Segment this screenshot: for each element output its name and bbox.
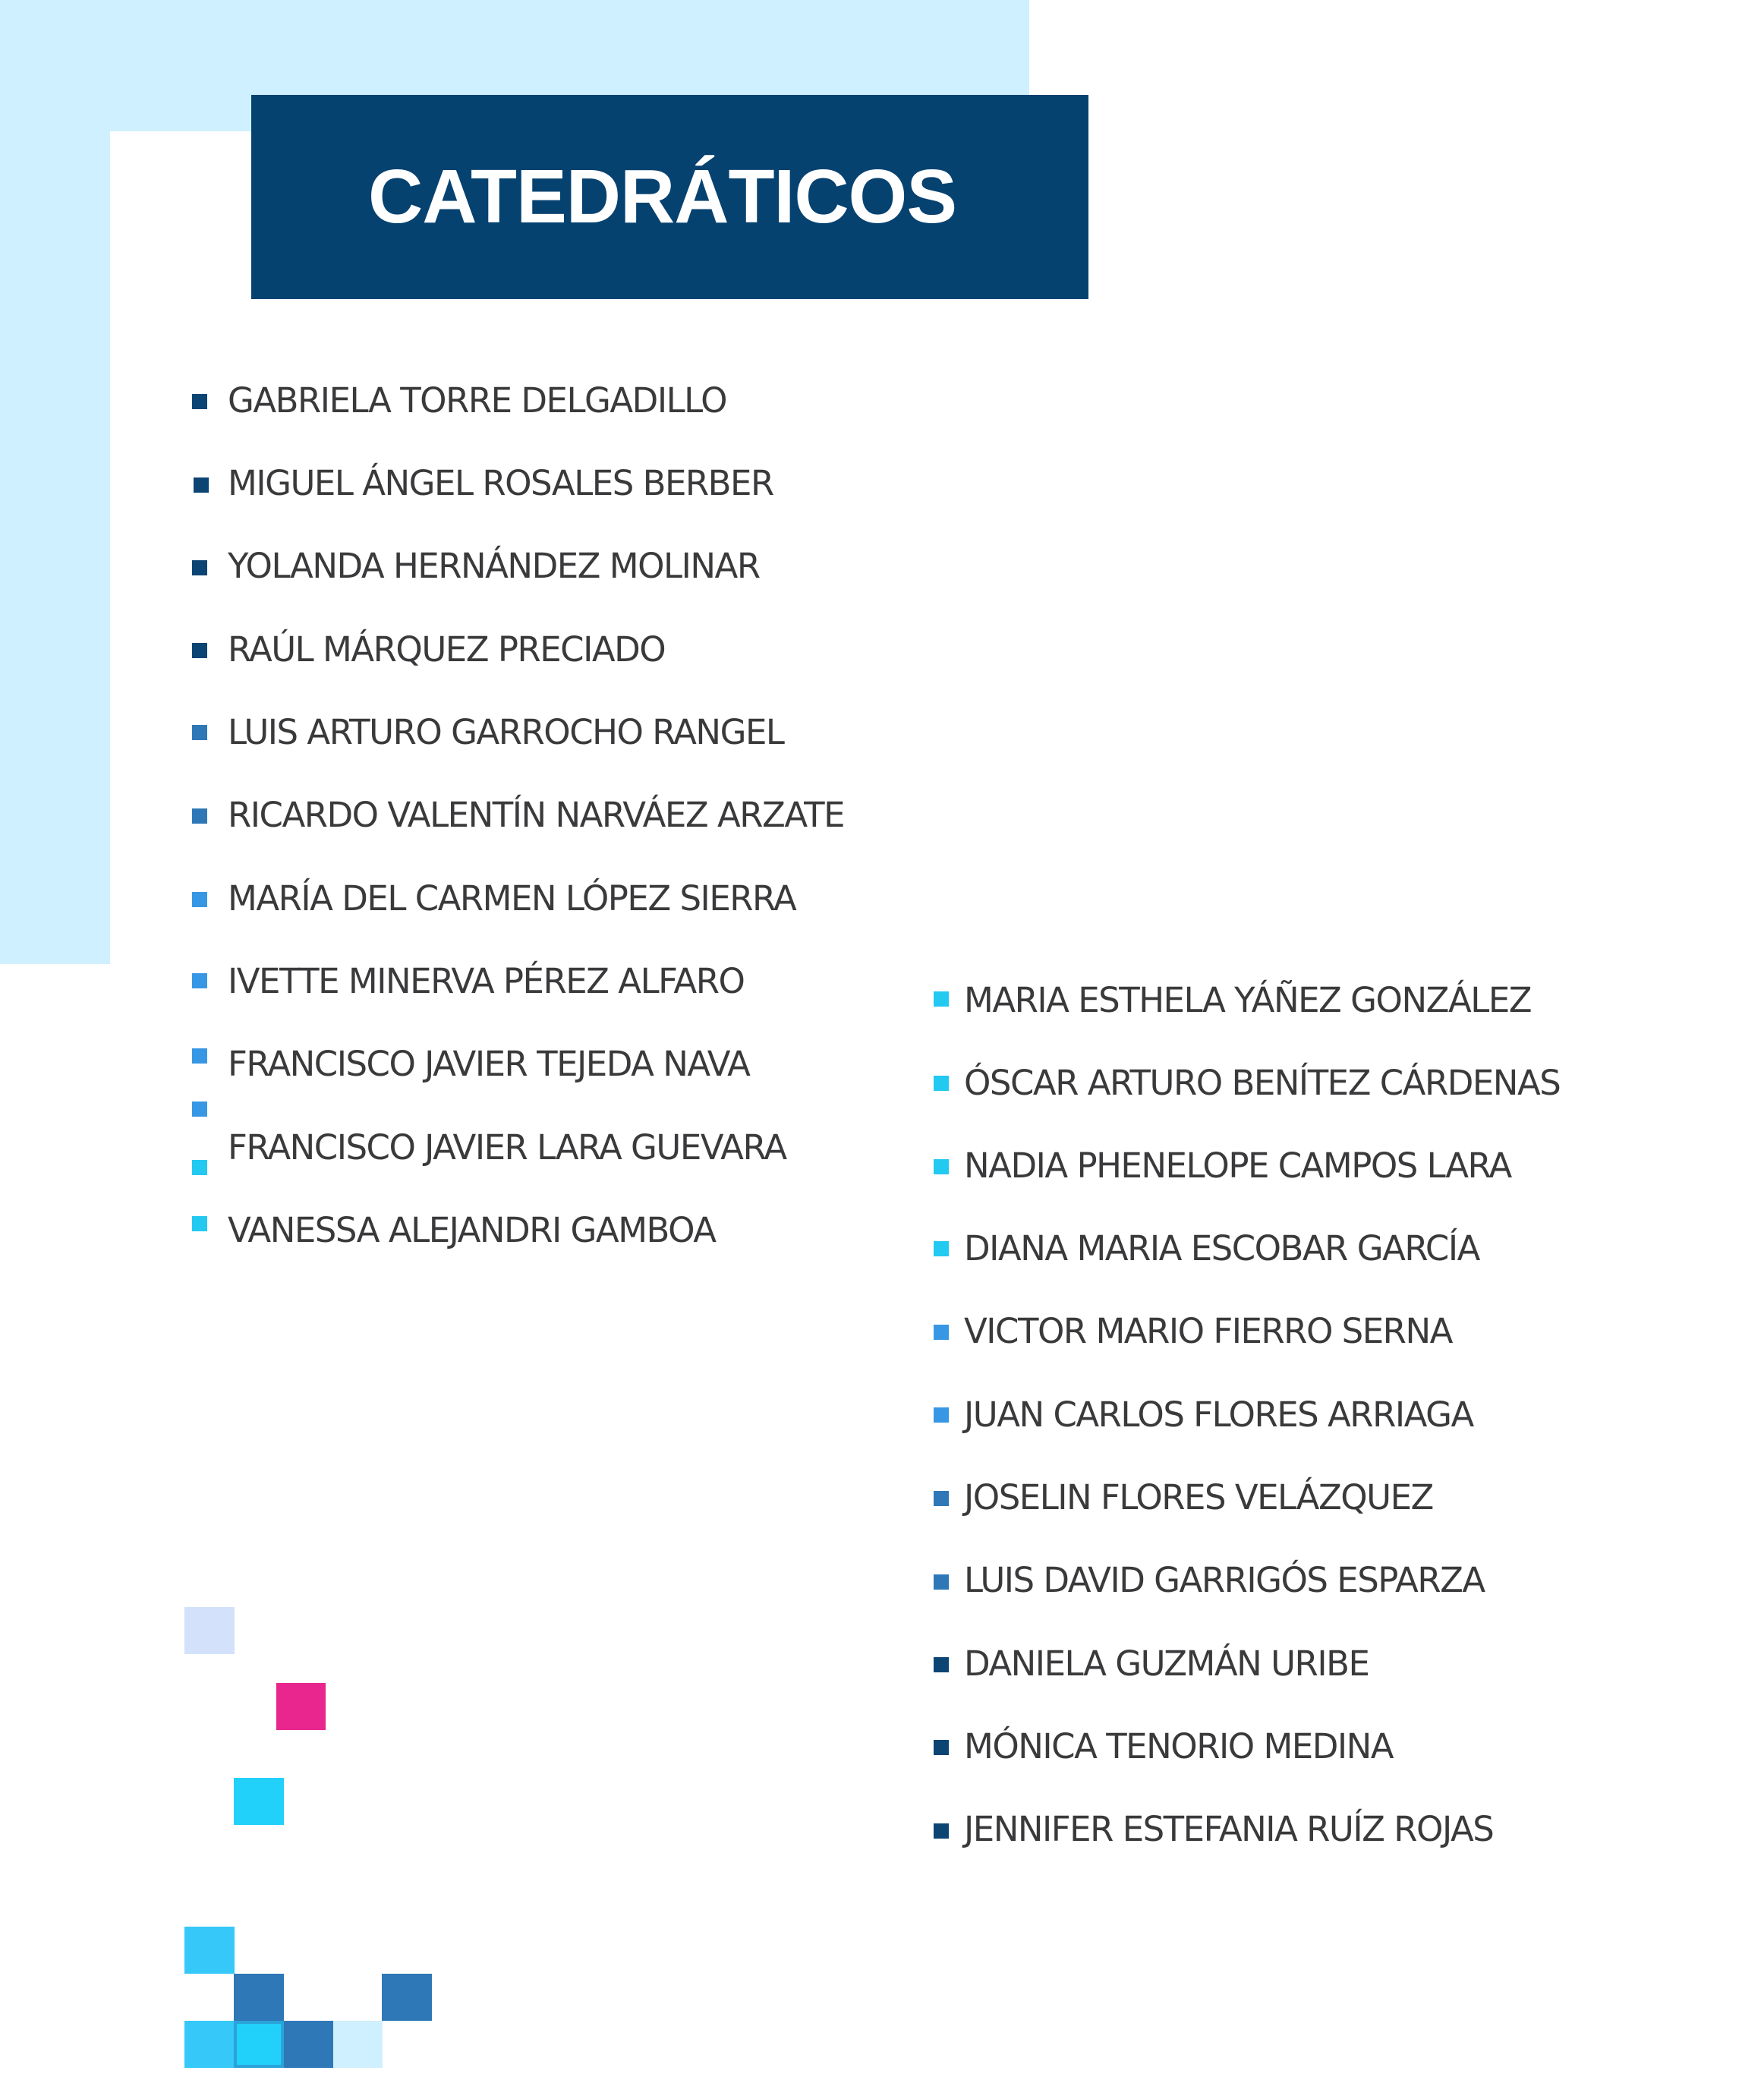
teacher-name: JENNIFER ESTEFANIA RUÍZ ROJAS <box>964 1809 1494 1849</box>
bullet-square-icon <box>192 1216 207 1231</box>
decorative-square <box>234 2021 284 2068</box>
bullet-square-icon <box>934 1325 949 1340</box>
teacher-name: FRANCISCO JAVIER TEJEDA NAVA <box>228 1044 750 1084</box>
teacher-name: RICARDO VALENTÍN NARVÁEZ ARZATE <box>228 795 845 835</box>
bullet-square-icon <box>194 477 209 493</box>
title-banner <box>251 95 1088 299</box>
page-title: CATEDRÁTICOS <box>368 154 957 239</box>
decorative-square <box>284 2021 333 2068</box>
decorative-square <box>184 1607 235 1654</box>
teacher-name: MARÍA DEL CARMEN LÓPEZ SIERRA <box>228 878 796 919</box>
teacher-name: JUAN CARLOS FLORES ARRIAGA <box>964 1395 1473 1435</box>
teacher-name: GABRIELA TORRE DELGADILLO <box>228 380 727 421</box>
teacher-name: IVETTE MINERVA PÉREZ ALFARO <box>228 961 745 1001</box>
teacher-name: LUIS DAVID GARRIGÓS ESPARZA <box>964 1560 1485 1600</box>
bullet-square-icon <box>934 1159 949 1174</box>
bullet-square-icon <box>934 1740 949 1755</box>
teacher-name: MIGUEL ÁNGEL ROSALES BERBER <box>228 463 773 503</box>
bullet-square-icon <box>934 991 949 1007</box>
bullet-square-icon <box>192 1101 207 1117</box>
decorative-square <box>184 2021 235 2068</box>
bullet-square-icon <box>934 1491 949 1506</box>
bullet-square-icon <box>934 1657 949 1672</box>
teacher-name: DIANA MARIA ESCOBAR GARCÍA <box>964 1228 1479 1268</box>
bullet-square-icon <box>934 1823 949 1839</box>
bullet-square-icon <box>192 643 207 658</box>
bullet-square-icon <box>192 892 207 907</box>
decorative-square <box>333 2021 383 2068</box>
decorative-square <box>382 1974 432 2021</box>
bullet-square-icon <box>192 394 207 409</box>
teacher-name: RAÚL MÁRQUEZ PRECIADO <box>228 629 666 670</box>
bullet-square-icon <box>192 973 207 988</box>
teacher-name: DANIELA GUZMÁN URIBE <box>964 1644 1369 1684</box>
teacher-name: JOSELIN FLORES VELÁZQUEZ <box>964 1477 1433 1517</box>
teacher-name: MARIA ESTHELA YÁÑEZ GONZÁLEZ <box>964 980 1532 1020</box>
teacher-name: MÓNICA TENORIO MEDINA <box>964 1726 1394 1766</box>
bullet-square-icon <box>934 1241 949 1256</box>
decorative-square <box>184 1927 235 1974</box>
teacher-name: FRANCISCO JAVIER LARA GUEVARA <box>228 1127 786 1168</box>
teacher-name: YOLANDA HERNÁNDEZ MOLINAR <box>228 546 760 586</box>
teacher-name: VANESSA ALEJANDRI GAMBOA <box>228 1210 716 1250</box>
teacher-name: VICTOR MARIO FIERRO SERNA <box>964 1311 1452 1351</box>
teacher-name: LUIS ARTURO GARROCHO RANGEL <box>228 712 784 752</box>
decorative-square <box>234 1974 284 2021</box>
bullet-square-icon <box>192 725 207 740</box>
decorative-square <box>276 1683 326 1730</box>
bullet-square-icon <box>192 560 207 575</box>
teacher-name: ÓSCAR ARTURO BENÍTEZ CÁRDENAS <box>964 1063 1561 1103</box>
bullet-square-icon <box>934 1407 949 1423</box>
teacher-name: NADIA PHENELOPE CAMPOS LARA <box>964 1146 1511 1186</box>
bullet-square-icon <box>192 1048 207 1064</box>
bullet-square-icon <box>192 1160 207 1175</box>
bullet-square-icon <box>934 1574 949 1590</box>
bullet-square-icon <box>934 1076 949 1091</box>
bullet-square-icon <box>192 808 207 824</box>
decorative-square <box>234 1778 284 1825</box>
